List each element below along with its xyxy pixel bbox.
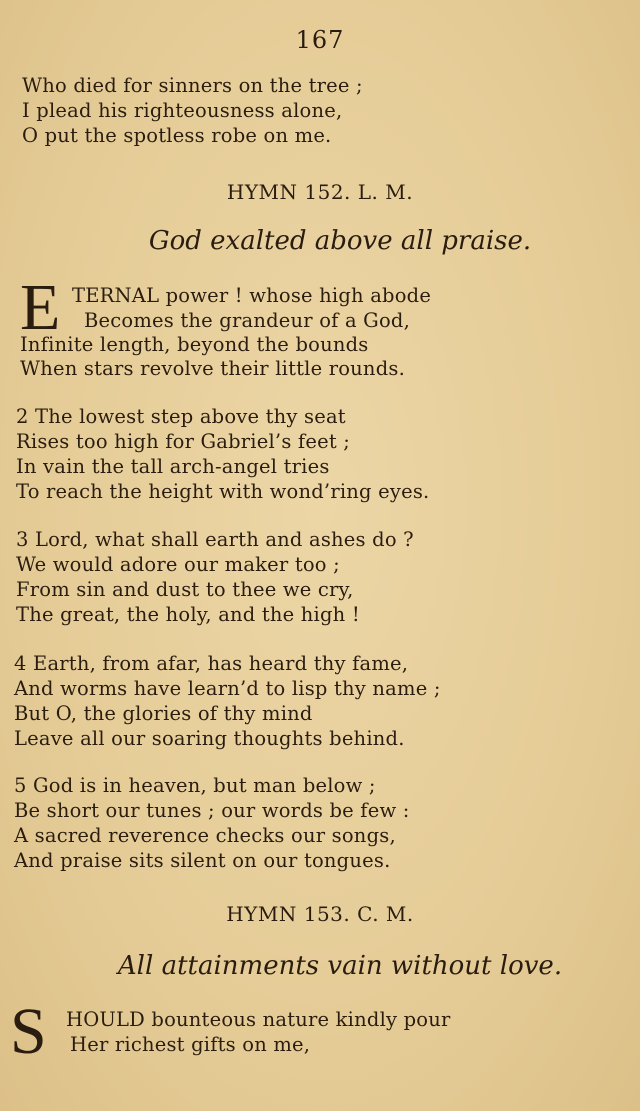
verse-line: We would adore our maker too ;: [16, 553, 340, 576]
verse-line: O put the spotless robe on me.: [22, 124, 332, 147]
drop-cap: E: [20, 271, 61, 344]
page-number: 167: [295, 26, 345, 54]
verse-line: Be short our tunes ; our words be few :: [14, 799, 410, 822]
verse-line: To reach the height with wond’ring eyes.: [16, 480, 430, 503]
verse-line: And worms have learn’d to lisp thy name ;: [14, 677, 441, 700]
hymn-152-title: HYMN 152. L. M.: [226, 180, 414, 204]
verse-line: Leave all our soaring thoughts behind.: [14, 727, 405, 750]
verse-line: But O, the glories of thy mind: [14, 702, 313, 725]
verse-line: I plead his righteousness alone,: [22, 99, 343, 122]
hymn-153-subtitle: All attainments vain without love.: [117, 951, 563, 981]
verse-line: 4 Earth, from afar, has heard thy fame,: [14, 652, 409, 675]
verse-line: 3 Lord, what shall earth and ashes do ?: [16, 528, 414, 551]
hymn-152-subtitle: God exalted above all praise.: [148, 226, 532, 256]
verse-line: TERNAL power ! whose high abode: [72, 284, 432, 307]
verse-line: A sacred reverence checks our songs,: [14, 824, 396, 847]
verse-line: The great, the holy, and the high !: [16, 603, 360, 626]
verse-line: Becomes the grandeur of a God,: [84, 309, 410, 332]
verse-line: And praise sits silent on our tongues.: [14, 849, 391, 872]
verse-line: HOULD bounteous nature kindly pour: [66, 1008, 451, 1031]
verse-line: From sin and dust to thee we cry,: [16, 578, 354, 601]
verse-line: Her richest gifts on me,: [70, 1033, 311, 1056]
verse-line: 2 The lowest step above thy seat: [16, 405, 346, 428]
verse-line: 5 God is in heaven, but man below ;: [14, 774, 376, 797]
verse-line: When stars revolve their little rounds.: [20, 357, 405, 380]
drop-cap: S: [10, 995, 47, 1068]
verse-line: Rises too high for Gabriel’s feet ;: [16, 430, 351, 453]
verse-line: Infinite length, beyond the bounds: [20, 333, 369, 356]
verse-line: Who died for sinners on the tree ;: [22, 74, 363, 97]
hymn-153-title: HYMN 153. C. M.: [226, 902, 414, 926]
verse-line: In vain the tall arch-angel tries: [16, 455, 330, 478]
